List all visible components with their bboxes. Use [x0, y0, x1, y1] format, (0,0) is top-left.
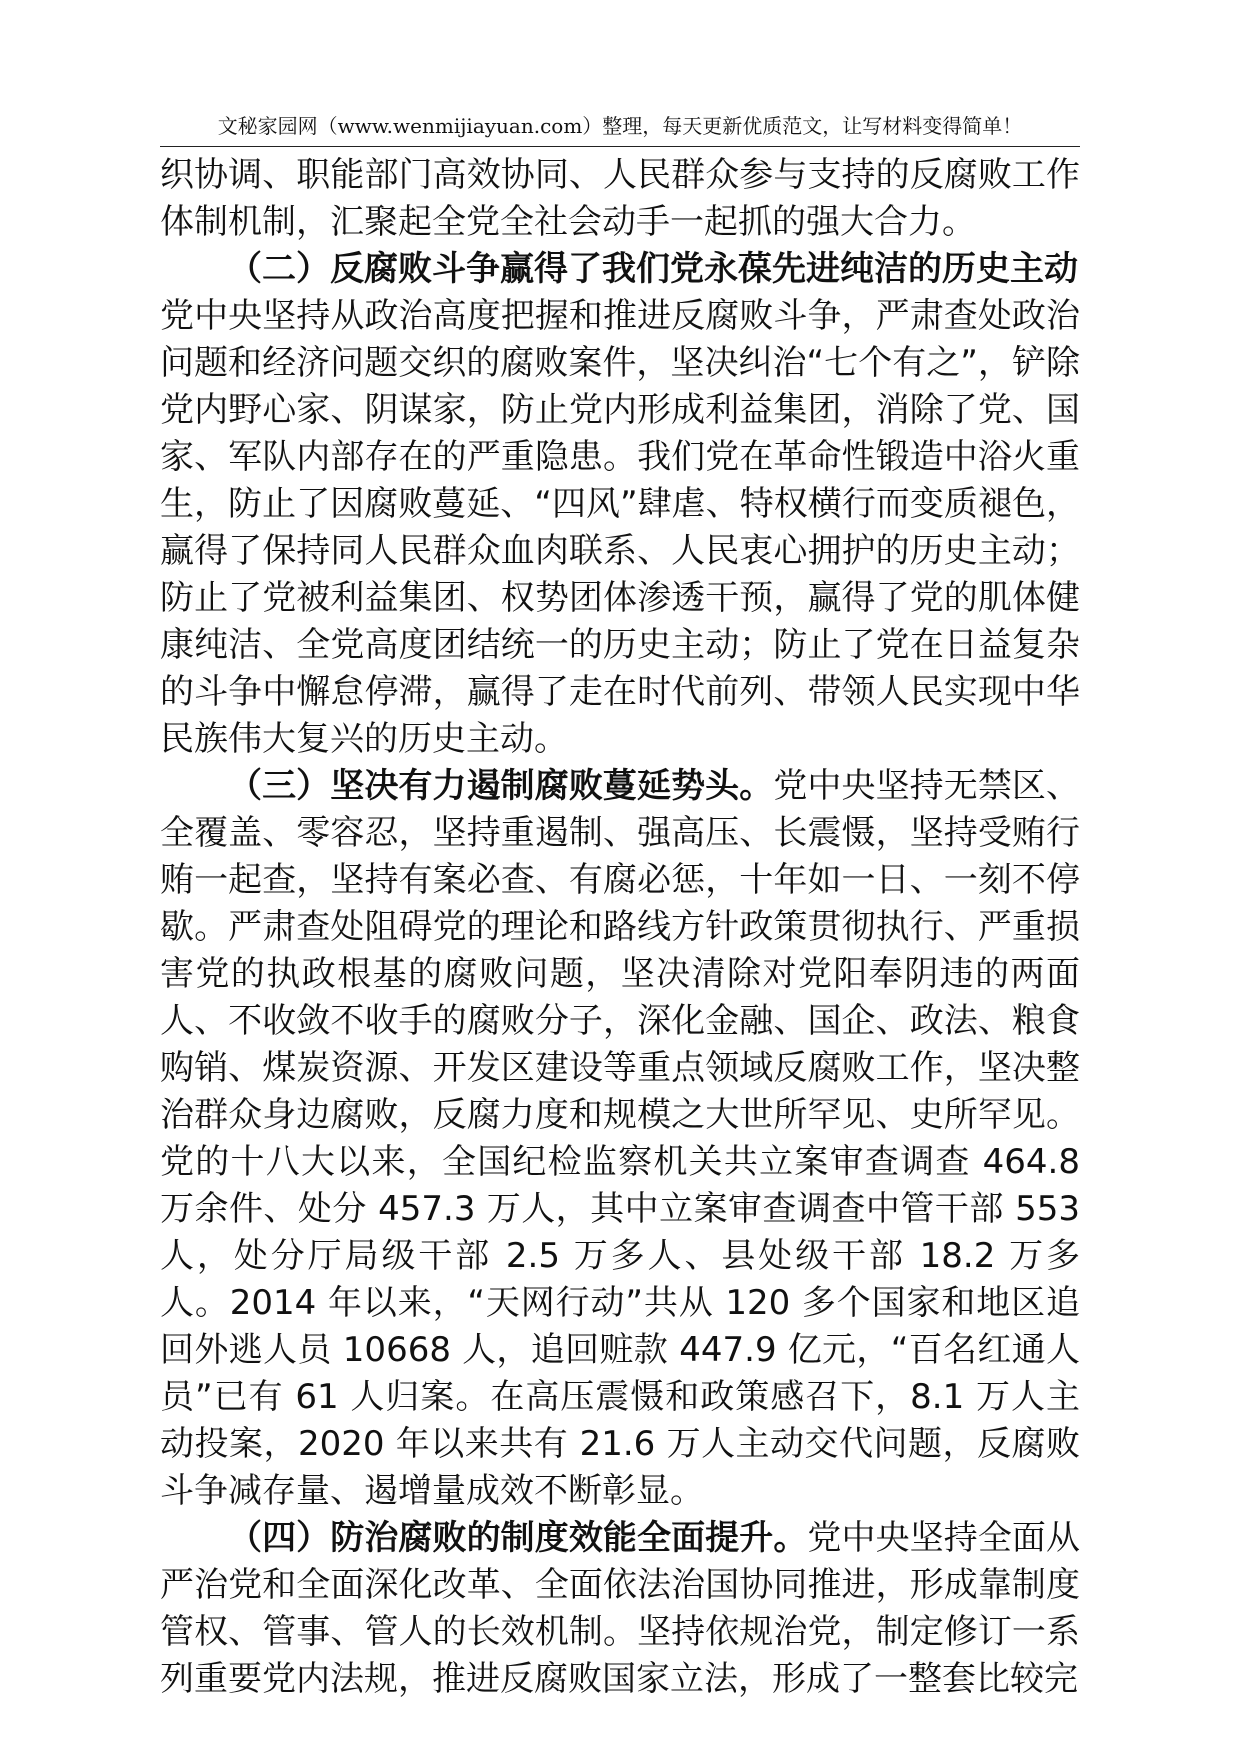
section-three	[160, 763, 1080, 1515]
paragraph-text: 党中央坚持无禁区、全覆盖、零容忍，坚持重遏制、强高压、长震慑，坚持受贿行贿一起查，坚持有案必查、有腐必惩，十年如一日、一刻不停歇。严肃查处阻碍党的理论和路线方针政策贯彻执行、严重损害党的执政根基的腐败问题，坚决清除对党阳奉阴违的两面人、不收敛不收手的腐败分子，深化金融、国企、政法、粮食购销、煤炭资源、开发区建设等重点领域反腐败工作，坚决整治群众身边腐败，反腐力度和规模之大世所罕见、史所罕见。党的十八大以来，全国纪检监察机关共立案审查调查 464.8 万余件、处分 457.3 万人，其中立案审查调查中管干部 553 人，处分厅局级干部 2.5 万多人、县处级干部 18.2 万多人。2014 年以来，“天网行动”共从 120 多个国家和地区追回外逃人员 10668 人，追回赃款 447.9 亿元，“百名红通人员”已有 61 人归案。在高压震慑和政策感召下，8.1 万人主动投案，2020 年以来共有 21.6 万人主动交代问题，反腐败斗争减存量、遏增量成效不断彰显。	[160, 766, 1081, 1511]
paragraph-text: 党中央坚持从政治高度把握和推进反腐败斗争，严肃查处政治问题和经济问题交织的腐败案件，坚决纠治“七个有之”，铲除党内野心家、阴谋家，防止党内形成利益集团，消除了党、国家、军队内部存在的严重隐患。我们党在革命性锻造中浴火重生，防止了因腐败蔓延、“四风”肆虐、特权横行而变质褪色，赢得了保持同人民群众血肉联系、人民衷心拥护的历史主动；防止了党被利益集团、权势团体渗透干预，赢得了党的肌体健康纯洁、全党高度团结统一的历史主动；防止了党在日益复杂的斗争中懈怠停滞，赢得了走在时代前列、带领人民实现中华民族伟大复兴的历史主动。	[160, 296, 1080, 759]
paragraph-text: 党中央坚持全面从严治党和全面深化改革、全面依法治国协同推进，形成靠制度管权、管事、管人的长效机制。坚持依规治党，制定修订一系列重要党内法规，推进反腐败国家立法，形成了一整套比较完	[160, 1518, 1081, 1699]
paragraph-continuation	[160, 152, 1080, 246]
section-two	[160, 246, 1080, 763]
header-rule	[160, 146, 1080, 147]
section-heading: （二）反腐败斗争赢得了我们党永葆先进纯洁的历史主动	[228, 249, 1078, 289]
paragraph-text: 织协调、职能部门高效协同、人民群众参与支持的反腐败工作体制机制，汇聚起全党全社会动手一起抓的强大合力。	[160, 155, 1080, 242]
section-four	[160, 1515, 1080, 1703]
section-heading: （四）防治腐败的制度效能全面提升。	[228, 1518, 808, 1558]
section-heading: （三）坚决有力遏制腐败蔓延势头。	[228, 766, 774, 806]
page-header: 文秘家园网（www.wenmijiayuan.com）整理，每天更新优质范文，让写材料变得简单！	[217, 114, 1023, 138]
document-body	[160, 152, 1080, 1703]
